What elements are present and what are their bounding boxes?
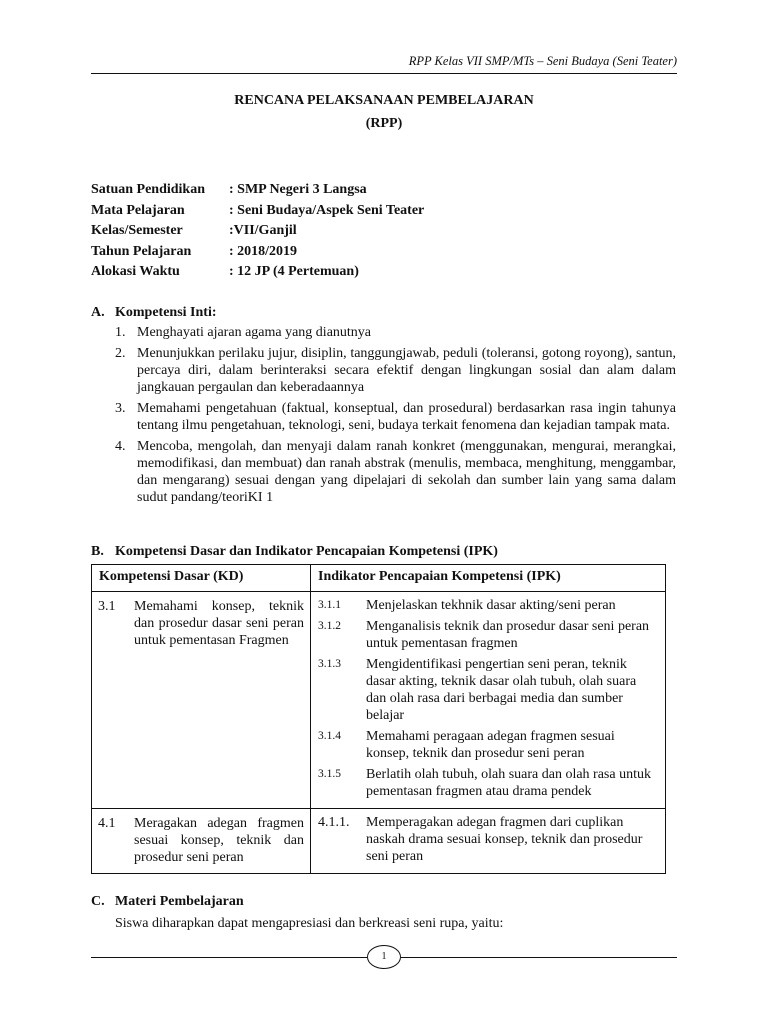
ipk-item [318,728,659,762]
table-row [92,809,666,874]
ipk-text: Menjelaskan tekhnik dasar akting/seni peran [366,598,616,613]
identity-row [91,182,424,203]
identity-row [91,203,424,224]
column-header-ipk: Indikator Pencapaian Kompetensi (IPK) [311,565,666,592]
ipk-item [318,656,659,724]
section-title: Kompetensi Dasar dan Indikator Pencapaian Kompetensi (IPK) [115,544,498,559]
ipk-number: 3.1.5 [318,768,341,780]
ipk-number: 4.1.1. [318,815,350,830]
list-number: 4. [115,439,126,454]
list-text: Memahami pengetahuan (faktual, konseptual, dan prosedural) berdasarkan rasa ingin tahunya tentang ilmu pengetahuan, teknologi, seni, budaya terkait fenomena dan kejadian tampak mata. [137,401,676,433]
identity-row [91,244,424,265]
list-item [115,400,676,434]
ipk-text: Memahami peragaan adegan fragmen sesuai konsep, teknik dan prosedur seni peran [366,729,615,761]
list-text: Menghayati ajaran agama yang dianutnya [137,325,372,340]
kompetensi-inti-list [115,324,676,510]
section-b-heading [91,544,498,560]
identity-label: Kelas/Semester [91,223,183,238]
identity-value: : 2018/2019 [229,243,298,259]
identity-value: :VII/Ganjil [229,223,297,238]
ipk-text: Berlatih olah tubuh, olah suara dan olah rasa untuk pementasan fragmen atau drama pendek [366,767,651,799]
identity-value: : Seni Budaya/Aspek Seni Teater [229,202,425,218]
list-number: 2. [115,346,126,361]
identity-label: Alokasi Waktu [91,264,180,279]
list-item [115,438,676,506]
section-letter: C. [91,894,105,909]
list-item [115,345,676,396]
ipk-cell [311,809,666,874]
ipk-text: Menganalisis teknik dan prosedur dasar seni peran untuk pementasan fragmen [366,619,650,651]
running-header: RPP Kelas VII SMP/MTs – Seni Budaya (Seni Teater) [408,54,677,68]
identity-table [91,182,424,285]
ipk-text: Mengidentifikasi pengertian seni peran, teknik dasar akting, teknik dasar olah tubuh, olah suara dan olah rasa dari berbagai media dan sumber belajar [366,657,637,723]
kd-ipk-table [91,564,666,874]
document-subtitle: (RPP) [365,116,403,131]
identity-label: Mata Pelajaran [91,202,185,218]
identity-label: Tahun Pelajaran [91,243,192,259]
kd-text: Meragakan adegan fragmen sesuai konsep, teknik dan prosedur seni peran [134,816,304,865]
section-letter: A. [91,305,105,320]
kd-text: Memahami konsep, teknik dan prosedur dasar seni peran untuk pementasan Fragmen [134,599,304,648]
section-c-heading [91,894,244,910]
table-row [92,592,666,809]
header-rule [91,73,677,74]
list-text: Mencoba, mengolah, dan menyaji dalam ranah konkret (menggunakan, mengurai, merangkai, memodifikasi, dan membuat) dan ranah abstrak (menulis, membaca, menghitung, menggambar, dan mengarang) sesuai dengan yang dipelajari di sekolah dan sumber lain yang sama dalam sudut pandang/teoriKI 1 [137,439,676,505]
column-header-kd: Kompetensi Dasar (KD) [92,565,311,592]
footer-rule-right [401,957,677,958]
ipk-item [318,814,659,865]
ipk-number: 3.1.2 [318,620,341,632]
document-title: RENCANA PELAKSANAAN PEMBELAJARAN [234,93,534,108]
list-number: 3. [115,401,126,416]
ipk-number: 3.1.1 [318,599,341,611]
list-item [115,324,676,341]
ipk-item [318,597,659,614]
identity-value: : 12 JP (4 Pertemuan) [229,264,359,279]
kd-cell [92,809,311,874]
ipk-item [318,618,659,652]
kd-number: 4.1 [98,816,116,831]
identity-row [91,223,424,244]
identity-row [91,264,424,285]
kd-number: 3.1 [98,599,116,614]
list-text: Menunjukkan perilaku jujur, disiplin, tanggungjawab, peduli (toleransi, gotong royong), santun, percaya diri, dalam berinteraksi secara efektif dengan lingkungan sosial dan alam dalam jangkauan pergaulan dan keberadaannya [137,346,676,395]
materi-intro-text: Siswa diharapkan dapat mengapresiasi dan berkreasi seni rupa, yaitu: [115,916,504,931]
identity-label: Satuan Pendidikan [91,182,205,197]
page-number: 1 [367,945,401,969]
section-letter: B. [91,544,104,559]
ipk-cell [311,592,666,809]
ipk-item [318,766,659,800]
section-title: Materi Pembelajaran [115,894,244,909]
table-header-row [92,565,666,592]
section-title: Kompetensi Inti: [115,305,217,320]
ipk-number: 3.1.3 [318,658,341,670]
footer-rule-left [91,957,367,958]
ipk-number: 3.1.4 [318,730,341,742]
kd-cell [92,592,311,809]
identity-value: : SMP Negeri 3 Langsa [229,182,367,197]
section-a-heading [91,305,217,321]
ipk-text: Memperagakan adegan fragmen dari cuplikan naskah drama sesuai konsep, teknik dan prosedur seni peran [366,815,643,864]
list-number: 1. [115,325,126,340]
